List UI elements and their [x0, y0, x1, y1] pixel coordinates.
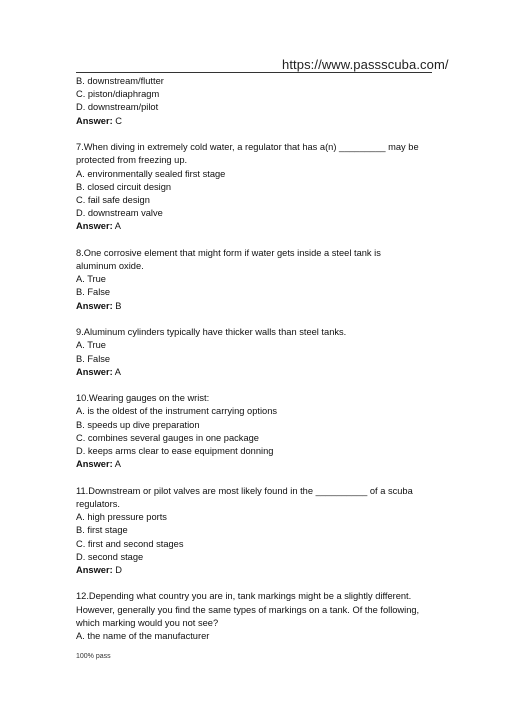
- option-c: C. piston/diaphragm: [76, 89, 160, 100]
- question-text: 11.Downstream or pilot valves are most likely found in the __________ of a scuba regulators.: [76, 485, 413, 509]
- option-c: C. first and second stages: [76, 538, 184, 549]
- option-a: A. high pressure ports: [76, 512, 167, 523]
- question-text: 10.Wearing gauges on the wrist:: [76, 393, 210, 404]
- answer-line: [76, 366, 421, 379]
- option-b: B. closed circuit design: [76, 181, 172, 192]
- question-7: [76, 141, 421, 233]
- option-b: B. downstream/flutter: [76, 76, 164, 86]
- question-10: [76, 392, 421, 471]
- answer-value: B: [112, 300, 122, 311]
- option-b: B. speeds up dive preparation: [76, 419, 200, 430]
- header-url[interactable]: https://www.passscuba.com/: [282, 57, 449, 72]
- option-b: B. False: [76, 353, 111, 364]
- answer-label: Answer:: [76, 366, 113, 377]
- question-9: [76, 326, 421, 379]
- option-a: A. environmentally sealed first stage: [76, 168, 226, 179]
- answer-line: [76, 220, 421, 233]
- question-8: [76, 247, 421, 313]
- question-11: [76, 485, 421, 577]
- answer-label: Answer:: [76, 115, 113, 126]
- answer-value: D: [112, 564, 122, 575]
- option-d: D. downstream valve: [76, 208, 163, 219]
- answer-value: A: [112, 459, 121, 470]
- question-text: 9.Aluminum cylinders typically have thicker walls than steel tanks.: [76, 327, 347, 338]
- option-a: A. is the oldest of the instrument carrying options: [76, 406, 278, 417]
- option-d: D. downstream/pilot: [76, 102, 159, 113]
- option-c: C. fail safe design: [76, 194, 150, 205]
- footer-text: 100% pass: [76, 653, 111, 660]
- question-fragment: [76, 75, 421, 128]
- header-divider: [76, 72, 432, 73]
- question-text: 7.When diving in extremely cold water, a regulator that has a(n) _________ may be protected from freezing up.: [76, 142, 419, 166]
- answer-label: Answer:: [76, 564, 113, 575]
- answer-label: Answer:: [76, 459, 113, 470]
- answer-line: [76, 564, 421, 577]
- option-a: A. the name of the manufacturer: [76, 631, 210, 642]
- answer-line: [76, 115, 421, 128]
- option-b: B. False: [76, 287, 111, 298]
- option-d: D. second stage: [76, 551, 144, 562]
- question-text: 8.One corrosive element that might form if water gets inside a steel tank is aluminum oxide.: [76, 247, 381, 272]
- option-a: A. True: [76, 274, 106, 285]
- option-d: D. keeps arms clear to ease equipment donning: [76, 446, 274, 457]
- answer-value: A: [112, 221, 121, 232]
- question-content: [76, 75, 421, 643]
- answer-line: [76, 458, 421, 471]
- question-text: 12.Depending what country you are in, tank markings might be a slightly different. However, generally you find the same types of markings on a tank. Of the following, which marking would you not see?: [76, 591, 420, 628]
- option-a: A. True: [76, 340, 106, 351]
- answer-value: A: [112, 366, 121, 377]
- option-b: B. first stage: [76, 525, 128, 536]
- question-12: [76, 590, 421, 643]
- option-c: C. combines several gauges in one package: [76, 432, 259, 443]
- answer-line: [76, 300, 421, 313]
- answer-value: C: [112, 115, 122, 126]
- answer-label: Answer:: [76, 221, 113, 232]
- answer-label: Answer:: [76, 300, 113, 311]
